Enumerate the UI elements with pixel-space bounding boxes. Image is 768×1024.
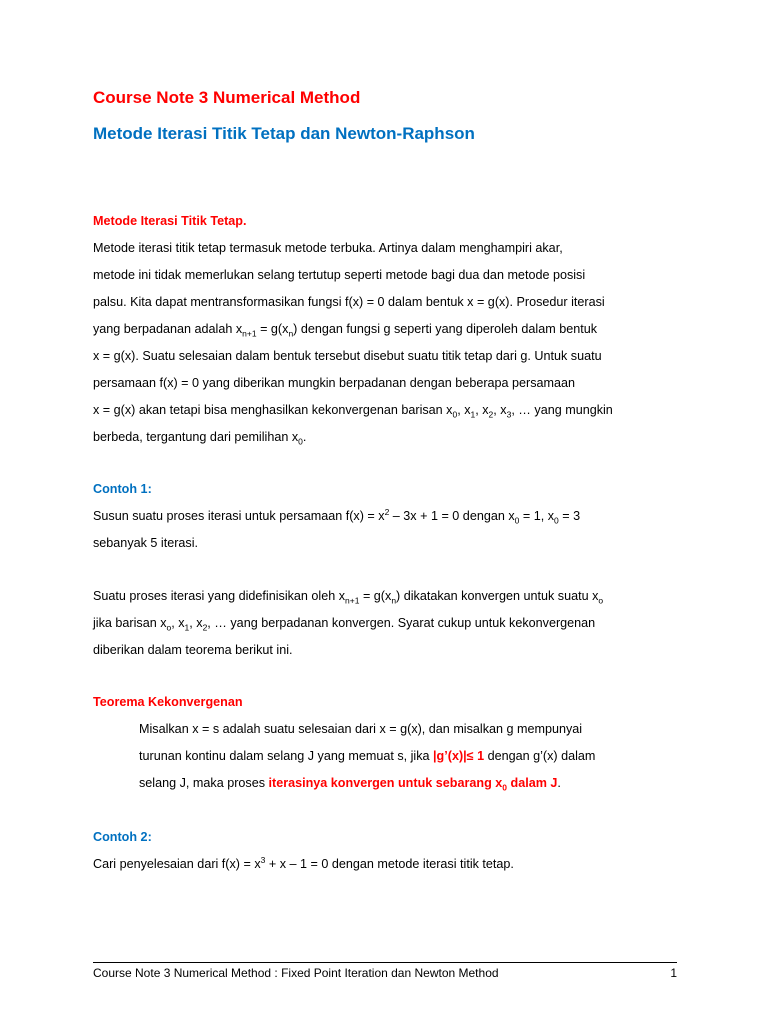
paragraph-line: x = g(x) akan tetapi bisa menghasilkan kekonvergenan barisan $x_0$, $x_1$, $x_2$, $x_3$, … yang mungkin	[93, 403, 613, 420]
section-fixed-point	[93, 208, 683, 451]
theorem-heading: Teorema Kekonvergenan	[93, 695, 243, 709]
example-line: sebanyak 5 iterasi.	[93, 536, 199, 550]
paragraph-line: persamaan f(x) = 0 yang diberikan mungkin berpadanan dengan beberapa persamaan	[93, 376, 576, 390]
page-title: Course Note 3 Numerical Method	[93, 88, 361, 107]
example-2	[93, 824, 683, 878]
example-line: Susun suatu proses iterasi untuk persamaan $f(x) = x^2 - 3x + 1 = 0$ dengan $x_0 = 1$, $x_0 = 3$	[93, 506, 581, 526]
paragraph-line: diberikan dalam teorema berikut ini.	[93, 643, 293, 657]
paragraph-line: jika barisan $x_o$, $x_1$, $x_2$, … yang berpadanan konvergen. Syarat cukup untuk kekonvergenan	[93, 616, 596, 633]
convergence-paragraph	[93, 583, 683, 664]
paragraph-line: palsu. Kita dapat mentransformasikan fungsi f(x) = 0 dalam bentuk x = g(x). Prosedur iterasi	[93, 295, 605, 309]
theorem-body	[139, 716, 699, 797]
page-number: 1	[670, 966, 677, 980]
paragraph-line: Metode iterasi titik tetap termasuk metode terbuka. Artinya dalam menghampiri akar,	[93, 241, 563, 255]
paragraph-line: berbeda, tergantung dari pemilihan $x_0$.	[93, 430, 307, 447]
derivative-condition: |g’(x)|≤ 1	[433, 749, 485, 763]
example-line: Cari penyelesaian dari $f(x) = x^3 + x - 1 = 0$ dengan metode iterasi titik tetap.	[93, 854, 514, 871]
convergence-statement: iterasinya konvergen untuk sebarang $x_0$ dalam J	[268, 776, 558, 793]
theorem-line: Misalkan x = s adalah suatu selesaian dari x = g(x), dan misalkan g mempunyai	[139, 722, 583, 736]
theorem-heading-block	[93, 689, 683, 716]
example-heading: Contoh 1:	[93, 482, 152, 496]
page-footer	[93, 962, 677, 980]
example-1	[93, 476, 683, 557]
theorem-line: turunan kontinu dalam selang J yang memuat s, jika |g’(x)|≤ 1 dengan g’(x) dalam	[139, 749, 596, 763]
paragraph-line: yang berpadanan adalah $x_{n+1} = g(x_n)$ dengan fungsi g seperti yang diperoleh dalam bentuk	[93, 322, 598, 339]
theorem-line: selang J, maka proses iterasinya konvergen untuk sebarang $x_0$ dalam J.	[139, 776, 561, 793]
paragraph-line: metode ini tidak memerlukan selang tertutup seperti metode bagi dua dan metode posisi	[93, 268, 586, 282]
paragraph-line: x = g(x). Suatu selesaian dalam bentuk tersebut disebut suatu titik tetap dari g. Untuk suatu	[93, 349, 602, 363]
footer-text: Course Note 3 Numerical Method : Fixed Point Iteration dan Newton Method	[93, 966, 499, 980]
page-subtitle: Metode Iterasi Titik Tetap dan Newton-Raphson	[93, 124, 475, 143]
section-heading: Metode Iterasi Titik Tetap.	[93, 214, 247, 228]
paragraph-line: Suatu proses iterasi yang didefinisikan oleh $x_{n+1} = g(x_n)$ dikatakan konvergen untuk suatu $x_o$	[93, 589, 604, 606]
example-heading: Contoh 2:	[93, 830, 152, 844]
